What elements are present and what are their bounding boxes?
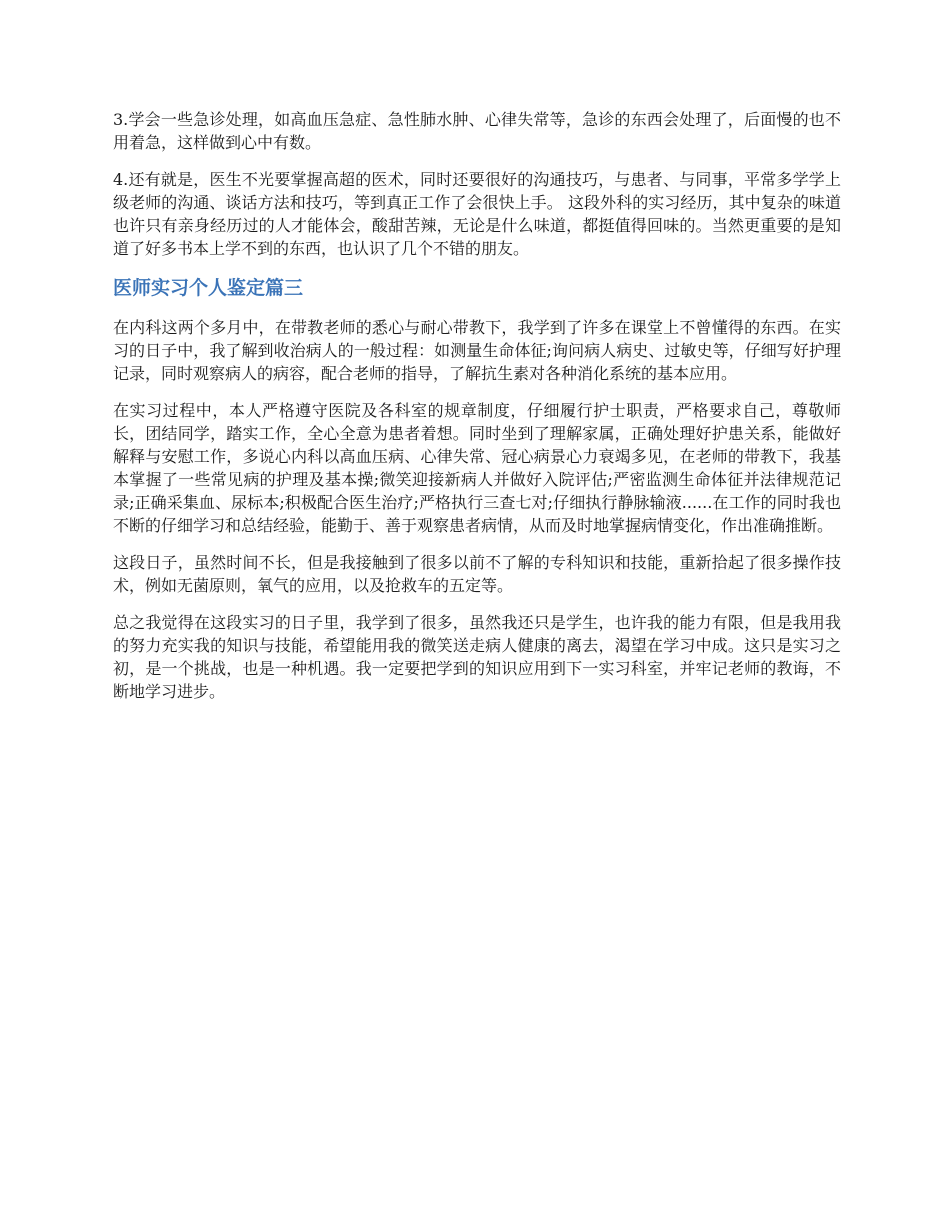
paragraph-summary: 总之我觉得在这段实习的日子里，我学到了很多，虽然我还只是学生，也许我的能力有限，但是我用我的努力充实我的知识与技能，希望能用我的微笑送走病人健康的离去，渴望在学习中成。这只是实习之初，是一个挑战，也是一种机遇。我一定要把学到的知识应用到下一实习科室，并牢记老师的教诲，不断地学习进步。 bbox=[113, 613, 841, 701]
paragraph-item-4: 4.还有就是，医生不光要掌握高超的医术，同时还要很好的沟通技巧，与患者、与同事，平常多学学上级老师的沟通、谈话方法和技巧，等到真正工作了会很快上手。 这段外科的实习经历，其中复杂的味道也许只有亲身经历过的人才能体会，酸甜苦辣，无论是什么味道，都挺值得回味的。当然更重要的是知道了好多书本上学不到的东西，也认识了几个不错的朋友。 bbox=[113, 170, 841, 258]
paragraph-item-3: 3.学会一些急诊处理，如高血压急症、急性肺水肿、心律失常等，急诊的东西会处理了，后面慢的也不用着急，这样做到心中有数。 bbox=[113, 110, 841, 152]
section-heading: 医师实习个人鉴定篇三 bbox=[113, 277, 304, 299]
paragraph-internal-medicine: 在内科这两个多月中，在带教老师的悉心与耐心带教下，我学到了许多在课堂上不曾懂得的东西。在实习的日子中，我了解到收治病人的一般过程：如测量生命体征;询问病人病史、过敏史等，仔细写好护理记录，同时观察病人的病容，配合老师的指导，了解抗生素对各种消化系统的基本应用。 bbox=[113, 318, 841, 383]
document-page bbox=[113, 108, 841, 717]
paragraph-internship-process: 在实习过程中，本人严格遵守医院及各科室的规章制度，仔细履行护士职责，严格要求自己，尊敬师长，团结同学，踏实工作，全心全意为患者着想。同时坐到了理解家属，正确处理好护患关系，能做好解释与安慰工作，多说心内科以高血压病、心律失常、冠心病景心力衰竭多见，在老师的带教下，我基本掌握了一些常见病的护理及基本操;微笑迎接新病人并做好入院评估;严密监测生命体征并法律规范记录;正确采集血、尿标本;积极配合医生治疗;严格执行三查七对;仔细执行静脉输液......在工作的同时我也不断的仔细学习和总结经验，能勤于、善于观察患者病情，从而及时地掌握病情变化，作出准确推断。 bbox=[113, 401, 841, 535]
paragraph-specialty-skills: 这段日子，虽然时间不长，但是我接触到了很多以前不了解的专科知识和技能，重新拾起了很多操作技术，例如无菌原则，氧气的应用，以及抢救车的五定等。 bbox=[113, 553, 841, 595]
